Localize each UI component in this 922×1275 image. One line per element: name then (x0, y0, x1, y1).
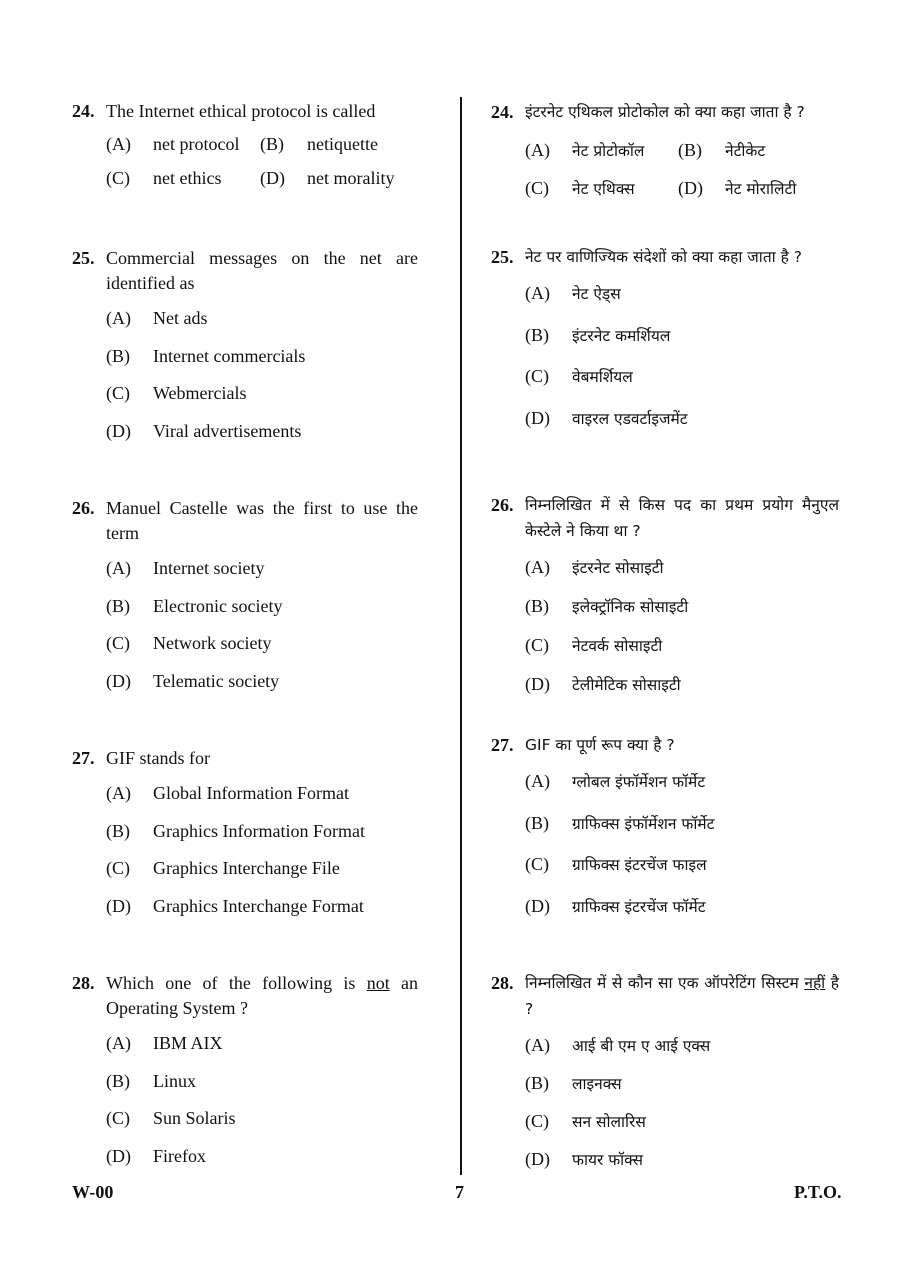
question-26-en (72, 496, 418, 708)
option-text: Graphics Interchange File (153, 858, 340, 878)
option-b (106, 596, 418, 634)
question-text-part: है ? (525, 974, 839, 1018)
option-text: Webmercials (153, 383, 247, 403)
question-number: 26. (72, 498, 95, 518)
option-label: (B) (525, 1073, 549, 1093)
option-a (525, 1034, 839, 1072)
option-text: आई बी एम ए आई एक्स (572, 1037, 711, 1055)
question-number: 24. (491, 102, 514, 122)
question-27-hi (491, 732, 839, 936)
option-text: नेट मोरालिटी (725, 180, 797, 198)
option-text: Global Information Format (153, 783, 349, 803)
option-text: ग्लोबल इंफॉर्मेशन फॉर्मेट (572, 773, 706, 791)
option-b (525, 1072, 839, 1110)
option-label: (C) (106, 168, 130, 188)
option-b (525, 324, 839, 366)
option-text: net ethics (153, 168, 222, 188)
option-c (106, 383, 418, 421)
question-24-hi (491, 99, 839, 199)
option-d (106, 421, 418, 459)
question-number: 27. (491, 735, 514, 755)
option-c (106, 633, 418, 671)
option-d (260, 168, 406, 189)
option-a (525, 282, 839, 324)
booklet-code: W-00 (72, 1182, 114, 1202)
option-label: (C) (525, 366, 549, 386)
option-text: Telematic society (153, 670, 280, 691)
option-d (525, 407, 839, 449)
option-label: (A) (106, 308, 131, 328)
question-text-part: निम्नलिखित में से कौन सा एक ऑपरेटिंग सिस्टम (525, 974, 805, 992)
option-d (525, 895, 839, 937)
option-c (525, 1110, 839, 1148)
option-label: (A) (106, 1033, 131, 1053)
option-text: वेबमर्शियल (572, 368, 633, 386)
option-text: फायर फॉक्स (572, 1151, 644, 1169)
question-text: GIF stands for (106, 748, 210, 768)
question-28-en (72, 971, 418, 1183)
option-text: इलेक्ट्रॉनिक सोसाइटी (572, 598, 689, 616)
option-label: (D) (525, 1149, 550, 1169)
option-text: Internet society (153, 558, 265, 578)
question-text-emphasis: not (366, 973, 390, 993)
option-label: (C) (106, 1108, 130, 1128)
option-label: (A) (525, 771, 550, 791)
option-label: (D) (678, 178, 703, 198)
option-text: नेटवर्क सोसाइटी (572, 637, 663, 655)
option-label: (A) (525, 283, 550, 303)
option-c (525, 634, 839, 673)
option-label: (D) (260, 168, 285, 188)
option-label: (A) (106, 134, 131, 154)
option-d (106, 896, 418, 934)
option-a (525, 770, 839, 812)
option-b (106, 821, 418, 859)
option-label: (C) (106, 858, 130, 878)
option-label: (B) (525, 812, 549, 833)
question-text: Manuel Castelle was the first to use the term (106, 498, 418, 543)
option-label: (D) (525, 407, 550, 428)
option-label: (B) (525, 596, 549, 616)
option-b (106, 346, 418, 384)
option-label: (A) (525, 140, 550, 160)
option-c (525, 853, 839, 895)
option-text: Electronic society (153, 595, 283, 616)
question-28-hi (491, 970, 839, 1186)
option-label: (A) (106, 783, 131, 803)
option-label: (B) (106, 1070, 130, 1091)
option-label: (A) (106, 558, 131, 578)
question-text-part: an Operating System ? (106, 973, 418, 1018)
question-text: GIF का पूर्ण रूप क्या है ? (525, 736, 675, 754)
option-a (525, 139, 678, 161)
option-label: (A) (525, 557, 550, 577)
option-b (525, 812, 839, 854)
option-text: net morality (307, 168, 395, 188)
option-c (106, 1108, 418, 1146)
option-text: नेटीकेट (725, 142, 766, 160)
question-text (525, 970, 839, 1022)
option-b (106, 1071, 418, 1109)
option-d (106, 671, 418, 709)
question-number: 28. (491, 973, 514, 993)
option-label: (D) (106, 420, 131, 441)
option-text: नेट एथिक्स (572, 180, 635, 198)
option-label: (B) (525, 324, 549, 345)
option-label: (D) (525, 674, 550, 694)
option-a (106, 558, 418, 596)
option-a (106, 1033, 418, 1071)
option-label: (D) (525, 895, 550, 916)
option-label: (C) (525, 1111, 549, 1131)
question-text-emphasis: नहीं (804, 974, 826, 992)
option-text: सन सोलारिस (572, 1113, 646, 1131)
question-27-en (72, 746, 418, 933)
please-turn-over: P.T.O. (794, 1182, 842, 1202)
question-number: 25. (72, 248, 95, 268)
page-number: 7 (455, 1182, 464, 1202)
option-d (525, 1148, 839, 1186)
option-text: Network society (153, 633, 272, 653)
option-text: Graphics Interchange Format (153, 895, 364, 916)
option-label: (B) (106, 820, 130, 841)
column-divider (460, 97, 462, 1175)
question-number: 26. (491, 495, 514, 515)
option-text: netiquette (307, 134, 378, 154)
option-text: Viral advertisements (153, 420, 302, 441)
option-text: Sun Solaris (153, 1108, 236, 1128)
option-a (106, 308, 418, 346)
question-text (106, 971, 418, 1021)
option-text: लाइनक्स (572, 1075, 622, 1093)
option-text: नेट ऐड्स (572, 285, 621, 303)
option-b (678, 139, 828, 161)
option-label: (C) (525, 854, 549, 874)
option-label: (C) (106, 633, 130, 653)
question-text-part: Which one of the following is (106, 973, 367, 993)
question-text: नेट पर वाणिज्यिक संदेशों को क्या कहा जाता है ? (525, 248, 802, 266)
option-label: (B) (106, 595, 130, 616)
option-text: इंटरनेट सोसाइटी (572, 559, 664, 577)
option-b (525, 595, 839, 634)
option-text: नेट प्रोटोकॉल (572, 142, 645, 160)
option-label: (D) (106, 670, 131, 691)
option-label: (D) (106, 1145, 131, 1166)
option-text: IBM AIX (153, 1033, 223, 1053)
option-d (106, 1146, 418, 1184)
question-text: Commercial messages on the net are identified as (106, 248, 418, 293)
question-number: 24. (72, 101, 95, 121)
option-c (525, 177, 678, 199)
option-label: (D) (106, 895, 131, 916)
option-c (525, 365, 839, 407)
option-a (106, 783, 418, 821)
option-b (260, 134, 406, 155)
option-text: Linux (153, 1070, 196, 1091)
option-text: इंटरनेट कमर्शियल (572, 326, 671, 345)
option-label: (C) (525, 635, 549, 655)
option-text: टेलीमेटिक सोसाइटी (572, 676, 681, 694)
option-text: Internet commercials (153, 345, 306, 366)
question-text: निम्नलिखित में से किस पद का प्रथम प्रयोग मैनुएल केस्टेले ने किया था ? (525, 496, 839, 540)
question-text: The Internet ethical protocol is called (106, 101, 376, 121)
question-25-hi (491, 244, 839, 448)
question-number: 25. (491, 247, 514, 267)
option-label: (C) (525, 178, 549, 198)
option-label: (B) (260, 134, 284, 154)
option-text: ग्राफिक्स इंटरचेंज फॉर्मेट (572, 897, 706, 916)
option-d (678, 177, 828, 199)
question-number: 28. (72, 973, 95, 993)
option-text: ग्राफिक्स इंफॉर्मेशन फॉर्मेट (572, 814, 715, 833)
option-c (106, 858, 418, 896)
option-text: ग्राफिक्स इंटरचेंज फाइल (572, 856, 707, 874)
option-c (106, 168, 260, 189)
question-24-en (72, 99, 418, 189)
option-text: Graphics Information Format (153, 820, 365, 841)
question-number: 27. (72, 748, 95, 768)
option-label: (B) (678, 140, 702, 160)
option-text: net protocol (153, 134, 240, 154)
question-text: इंटरनेट एथिकल प्रोटोकोल को क्या कहा जाता है ? (525, 103, 805, 121)
option-text: Net ads (153, 308, 208, 328)
option-text: वाइरल एडवर्टाइजमेंट (572, 409, 688, 428)
option-d (525, 673, 839, 712)
question-26-hi (491, 492, 839, 712)
option-label: (C) (106, 383, 130, 403)
option-a (106, 134, 260, 155)
question-25-en (72, 246, 418, 458)
option-text: Firefox (153, 1145, 206, 1166)
option-label: (B) (106, 345, 130, 366)
option-label: (A) (525, 1035, 550, 1055)
option-a (525, 556, 839, 595)
